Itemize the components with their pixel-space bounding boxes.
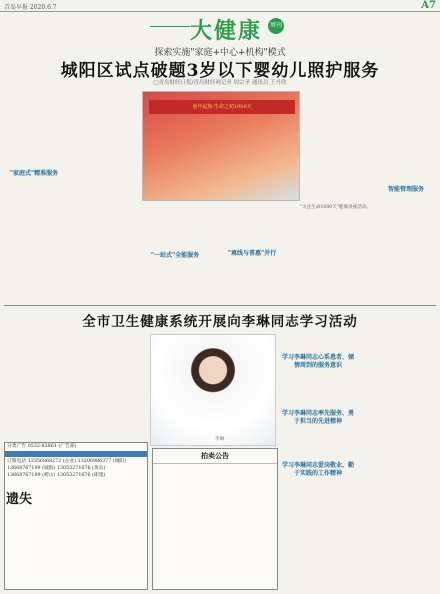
story2-sub2: 学习李琳同志率先服务、勇于担当的先进精神 — [282, 410, 355, 425]
story1-photo-caption: "关注生命1000天"健康讲座活动。 — [300, 205, 372, 210]
announcement-title: 拍卖公告 — [153, 449, 277, 464]
classified-line: 订版电话 13356868272 (企业) 13206986377 (城阳) — [7, 459, 127, 464]
story1-photo — [142, 91, 300, 201]
lost-notices-title: 遗失 — [6, 492, 33, 507]
story1-kicker: 探索实施"家庭+中心+机构"模式 — [154, 48, 286, 58]
story1-sub3: "离线与普惠"并行 — [227, 250, 277, 257]
ecg-line-icon — [150, 26, 190, 34]
classified-line: 分类广告 0532-82861 (广告部) — [7, 444, 77, 449]
story2-sub3: 学习李琳同志爱岗敬业、勤于实践的工作精神 — [282, 462, 355, 477]
section-banner — [150, 12, 290, 46]
story1-byline: □青岛财经日报/青岛财经网记者 周宗圣 通讯员 王丹欣 — [153, 80, 287, 86]
section-seal: 周刊 — [268, 18, 284, 34]
section-title: 大健康 — [190, 18, 263, 44]
story1-sub2: "一站式"全能服务 — [150, 252, 200, 259]
classified-box — [4, 442, 148, 590]
header-left: 青岛早报 2020.6.7 — [4, 4, 57, 11]
story1-sub4: 智能管理服务 — [387, 186, 424, 193]
classified-line: 13668767199 (城阳) 13053271676 (黄岛) — [7, 466, 106, 471]
story2-headline: 全市卫生健康系统开展向李琳同志学习活动 — [82, 314, 358, 330]
page-number: A7 — [421, 0, 436, 11]
section-divider — [4, 305, 436, 306]
story1-sub1: "家庭式"精准服务 — [9, 170, 59, 177]
story2-sub1: 学习李琳同志心系患者、倾情周到的服务意识 — [282, 354, 355, 369]
auction-announcement — [152, 448, 278, 590]
page-header — [0, 0, 440, 12]
classified-line: 13668767199 (崂山) 13053271676 (即墨) — [7, 473, 106, 478]
story1-headline: 城阳区试点破题3岁以下婴幼儿照护服务 — [60, 61, 380, 81]
photo-banner: 童年起航·生命之初1000天 — [149, 100, 295, 114]
story2-portrait — [150, 334, 276, 446]
story2-photo-caption: 李琳 — [215, 437, 225, 442]
